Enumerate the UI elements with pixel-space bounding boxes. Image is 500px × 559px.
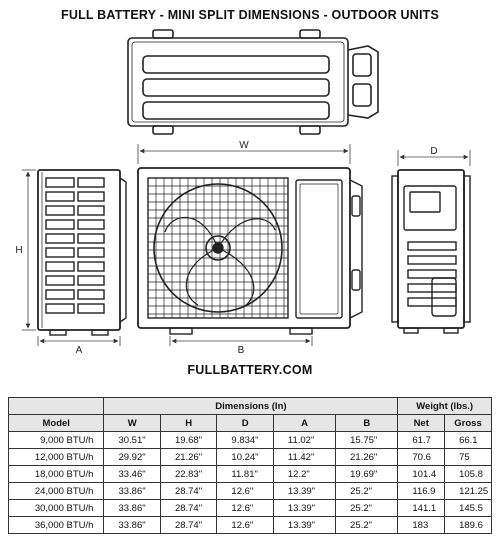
table-row: [9, 466, 492, 483]
cell-a: 13.39": [273, 500, 335, 517]
dimension-label-w: W: [239, 140, 249, 151]
cell-gross: 189.6: [445, 517, 492, 534]
cell-gross: 105.8: [445, 466, 492, 483]
cell-net: 61.7: [398, 432, 445, 449]
table-row: [9, 432, 492, 449]
front-view: [138, 168, 362, 334]
cell-a: 11.02": [273, 432, 335, 449]
right-side-view: [392, 170, 470, 333]
cell-d: 12.6": [217, 500, 273, 517]
table-header-a: A: [273, 415, 335, 432]
cell-w: 33.86": [104, 483, 160, 500]
cell-b: 25.2": [336, 517, 398, 534]
website-url: FULLBATTERY.COM: [187, 363, 313, 377]
cell-model: 18,000 BTU/h: [9, 466, 104, 483]
table-header-gross: Gross: [445, 415, 492, 432]
top-view: [128, 30, 378, 134]
cell-d: 12.6": [217, 483, 273, 500]
cell-model: 30,000 BTU/h: [9, 500, 104, 517]
table-group-header-row: [9, 398, 492, 415]
cell-model: 9,000 BTU/h: [9, 432, 104, 449]
cell-d: 10.24": [217, 449, 273, 466]
cell-a: 12.2": [273, 466, 335, 483]
dimension-label-b: B: [237, 345, 245, 356]
dimension-label-d: D: [430, 146, 438, 157]
cell-net: 116.9: [398, 483, 445, 500]
left-side-view: [38, 170, 126, 335]
cell-gross: 66.1: [445, 432, 492, 449]
cell-w: 33.86": [104, 500, 160, 517]
cell-b: 15.75": [336, 432, 398, 449]
cell-d: 11.81": [217, 466, 273, 483]
table-header-net: Net: [398, 415, 445, 432]
cell-h: 21.26": [160, 449, 216, 466]
cell-a: 13.39": [273, 517, 335, 534]
table-header-model: Model: [9, 415, 104, 432]
cell-gross: 121.25: [445, 483, 492, 500]
cell-b: 21.26": [336, 449, 398, 466]
table-row: [9, 483, 492, 500]
cell-b: 25.2": [336, 483, 398, 500]
cell-d: 9.834": [217, 432, 273, 449]
table-group-header-weight: Weight (lbs.): [398, 398, 492, 415]
dimension-label-a: A: [75, 345, 83, 356]
cell-model: 12,000 BTU/h: [9, 449, 104, 466]
cell-net: 101.4: [398, 466, 445, 483]
table-header-row: [9, 415, 492, 432]
cell-w: 33.86": [104, 517, 160, 534]
cell-model: 36,000 BTU/h: [9, 517, 104, 534]
table-header-b: B: [336, 415, 398, 432]
page-title: FULL BATTERY - MINI SPLIT DIMENSIONS - OUTDOOR UNITS: [61, 8, 439, 22]
cell-d: 12.6": [217, 517, 273, 534]
cell-w: 33.46": [104, 466, 160, 483]
cell-gross: 145.5: [445, 500, 492, 517]
cell-net: 70.6: [398, 449, 445, 466]
cell-w: 30.51": [104, 432, 160, 449]
cell-h: 22.83": [160, 466, 216, 483]
cell-model: 24,000 BTU/h: [9, 483, 104, 500]
table-group-header-dimensions: Dimensions (In): [104, 398, 398, 415]
cell-a: 13.39": [273, 483, 335, 500]
table-header-h: H: [160, 415, 216, 432]
cell-h: 28.74": [160, 483, 216, 500]
table-row: [9, 517, 492, 534]
table-header-w: W: [104, 415, 160, 432]
cell-h: 19.68": [160, 432, 216, 449]
cell-a: 11.42": [273, 449, 335, 466]
cell-h: 28.74": [160, 500, 216, 517]
table-row: [9, 449, 492, 466]
cell-h: 28.74": [160, 517, 216, 534]
cell-w: 29.92": [104, 449, 160, 466]
cell-gross: 75: [445, 449, 492, 466]
dimension-label-h: H: [15, 245, 23, 256]
cell-b: 25.2": [336, 500, 398, 517]
table-header-d: D: [217, 415, 273, 432]
table-header-blank: [9, 398, 104, 415]
dimensions-table: [8, 397, 492, 534]
table-row: [9, 500, 492, 517]
cell-net: 183: [398, 517, 445, 534]
cell-b: 19.69": [336, 466, 398, 483]
dimension-lines: [22, 144, 470, 346]
cell-net: 141.1: [398, 500, 445, 517]
